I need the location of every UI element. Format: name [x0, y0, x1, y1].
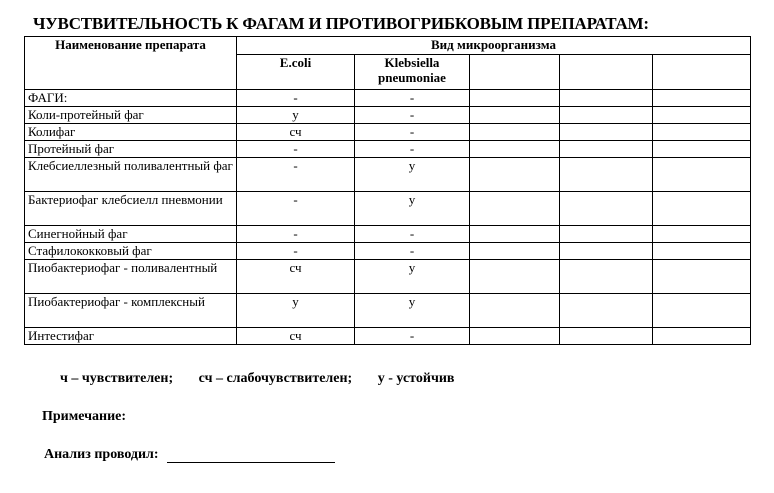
- result-cell: [470, 141, 560, 158]
- analysis-line: [44, 447, 335, 463]
- result-cell: [560, 90, 653, 107]
- organism-header: [470, 55, 560, 90]
- organism-header: [560, 55, 653, 90]
- result-cell: [470, 90, 560, 107]
- drug-name-cell: Синегнойный фаг: [25, 226, 237, 243]
- table-row: [25, 124, 751, 141]
- result-cell: [470, 158, 560, 192]
- result-cell: [560, 158, 653, 192]
- result-cell: [653, 158, 751, 192]
- header-drug-name: Наименование препарата: [25, 37, 237, 90]
- table-row: [25, 243, 751, 260]
- analysis-label: Анализ проводил:: [44, 447, 159, 462]
- result-cell: [470, 294, 560, 328]
- table-row: [25, 141, 751, 158]
- drug-name-cell: Коли-протейный фаг: [25, 107, 237, 124]
- organism-header: [653, 55, 751, 90]
- result-cell: у: [355, 294, 470, 328]
- drug-name-cell: Интестифаг: [25, 328, 237, 345]
- result-cell: [653, 90, 751, 107]
- result-cell: -: [237, 243, 355, 260]
- table-row: [25, 107, 751, 124]
- result-cell: [560, 192, 653, 226]
- result-cell: сч: [237, 124, 355, 141]
- result-cell: [560, 328, 653, 345]
- note-label: Примечание:: [42, 409, 127, 424]
- legend-item: у - устойчив: [377, 371, 455, 386]
- table-row: [25, 226, 751, 243]
- result-cell: у: [355, 158, 470, 192]
- legend: [60, 371, 476, 387]
- legend-item: сч – слабочувствителен;: [198, 371, 353, 386]
- result-cell: -: [355, 141, 470, 158]
- result-cell: -: [237, 226, 355, 243]
- result-cell: [560, 260, 653, 294]
- result-cell: [653, 260, 751, 294]
- result-cell: -: [237, 192, 355, 226]
- result-cell: [653, 294, 751, 328]
- legend-item: ч – чувствителен;: [60, 371, 174, 386]
- organism-header: Klebsiella pneumoniae: [355, 55, 470, 90]
- result-cell: у: [237, 107, 355, 124]
- signature-field[interactable]: [167, 448, 335, 463]
- drug-name-cell: Протейный фаг: [25, 141, 237, 158]
- result-cell: [470, 107, 560, 124]
- table-row: [25, 260, 751, 294]
- drug-name-cell: Стафилококковый фаг: [25, 243, 237, 260]
- result-cell: [470, 328, 560, 345]
- result-cell: [470, 124, 560, 141]
- table-row: [25, 90, 751, 107]
- result-cell: [653, 328, 751, 345]
- drug-name-cell: Клебсиеллезный поливалентный фаг: [25, 158, 237, 192]
- result-cell: [470, 260, 560, 294]
- result-cell: -: [355, 90, 470, 107]
- result-cell: [560, 124, 653, 141]
- result-cell: [653, 124, 751, 141]
- sensitivity-table: [24, 36, 751, 345]
- result-cell: [470, 192, 560, 226]
- drug-name-cell: ФАГИ:: [25, 90, 237, 107]
- result-cell: -: [237, 158, 355, 192]
- result-cell: [560, 294, 653, 328]
- result-cell: [470, 226, 560, 243]
- table-row: [25, 294, 751, 328]
- result-cell: [653, 226, 751, 243]
- header-organism-group: Вид микроорганизма: [237, 37, 751, 55]
- result-cell: -: [355, 243, 470, 260]
- table-row: [25, 158, 751, 192]
- result-cell: [560, 141, 653, 158]
- result-cell: [653, 243, 751, 260]
- result-cell: [653, 141, 751, 158]
- result-cell: сч: [237, 260, 355, 294]
- result-cell: -: [355, 328, 470, 345]
- result-cell: [560, 226, 653, 243]
- result-cell: [470, 243, 560, 260]
- result-cell: у: [355, 192, 470, 226]
- result-cell: -: [355, 226, 470, 243]
- result-cell: у: [355, 260, 470, 294]
- result-cell: у: [237, 294, 355, 328]
- organism-header: E.coli: [237, 55, 355, 90]
- result-cell: -: [355, 107, 470, 124]
- result-cell: [560, 107, 653, 124]
- result-cell: [653, 107, 751, 124]
- result-cell: [653, 192, 751, 226]
- result-cell: [560, 243, 653, 260]
- table-row: [25, 328, 751, 345]
- result-cell: -: [355, 124, 470, 141]
- result-cell: сч: [237, 328, 355, 345]
- result-cell: -: [237, 90, 355, 107]
- drug-name-cell: Колифаг: [25, 124, 237, 141]
- document-title: ЧУВСТВИТЕЛЬНОСТЬ К ФАГАМ И ПРОТИВОГРИБКОВЫМ ПРЕПАРАТАМ:: [33, 14, 649, 33]
- table-row: [25, 192, 751, 226]
- drug-name-cell: Бактериофаг клебсиелл пневмонии: [25, 192, 237, 226]
- drug-name-cell: Пиобактериофаг - комплексный: [25, 294, 237, 328]
- result-cell: -: [237, 141, 355, 158]
- drug-name-cell: Пиобактериофаг - поливалентный: [25, 260, 237, 294]
